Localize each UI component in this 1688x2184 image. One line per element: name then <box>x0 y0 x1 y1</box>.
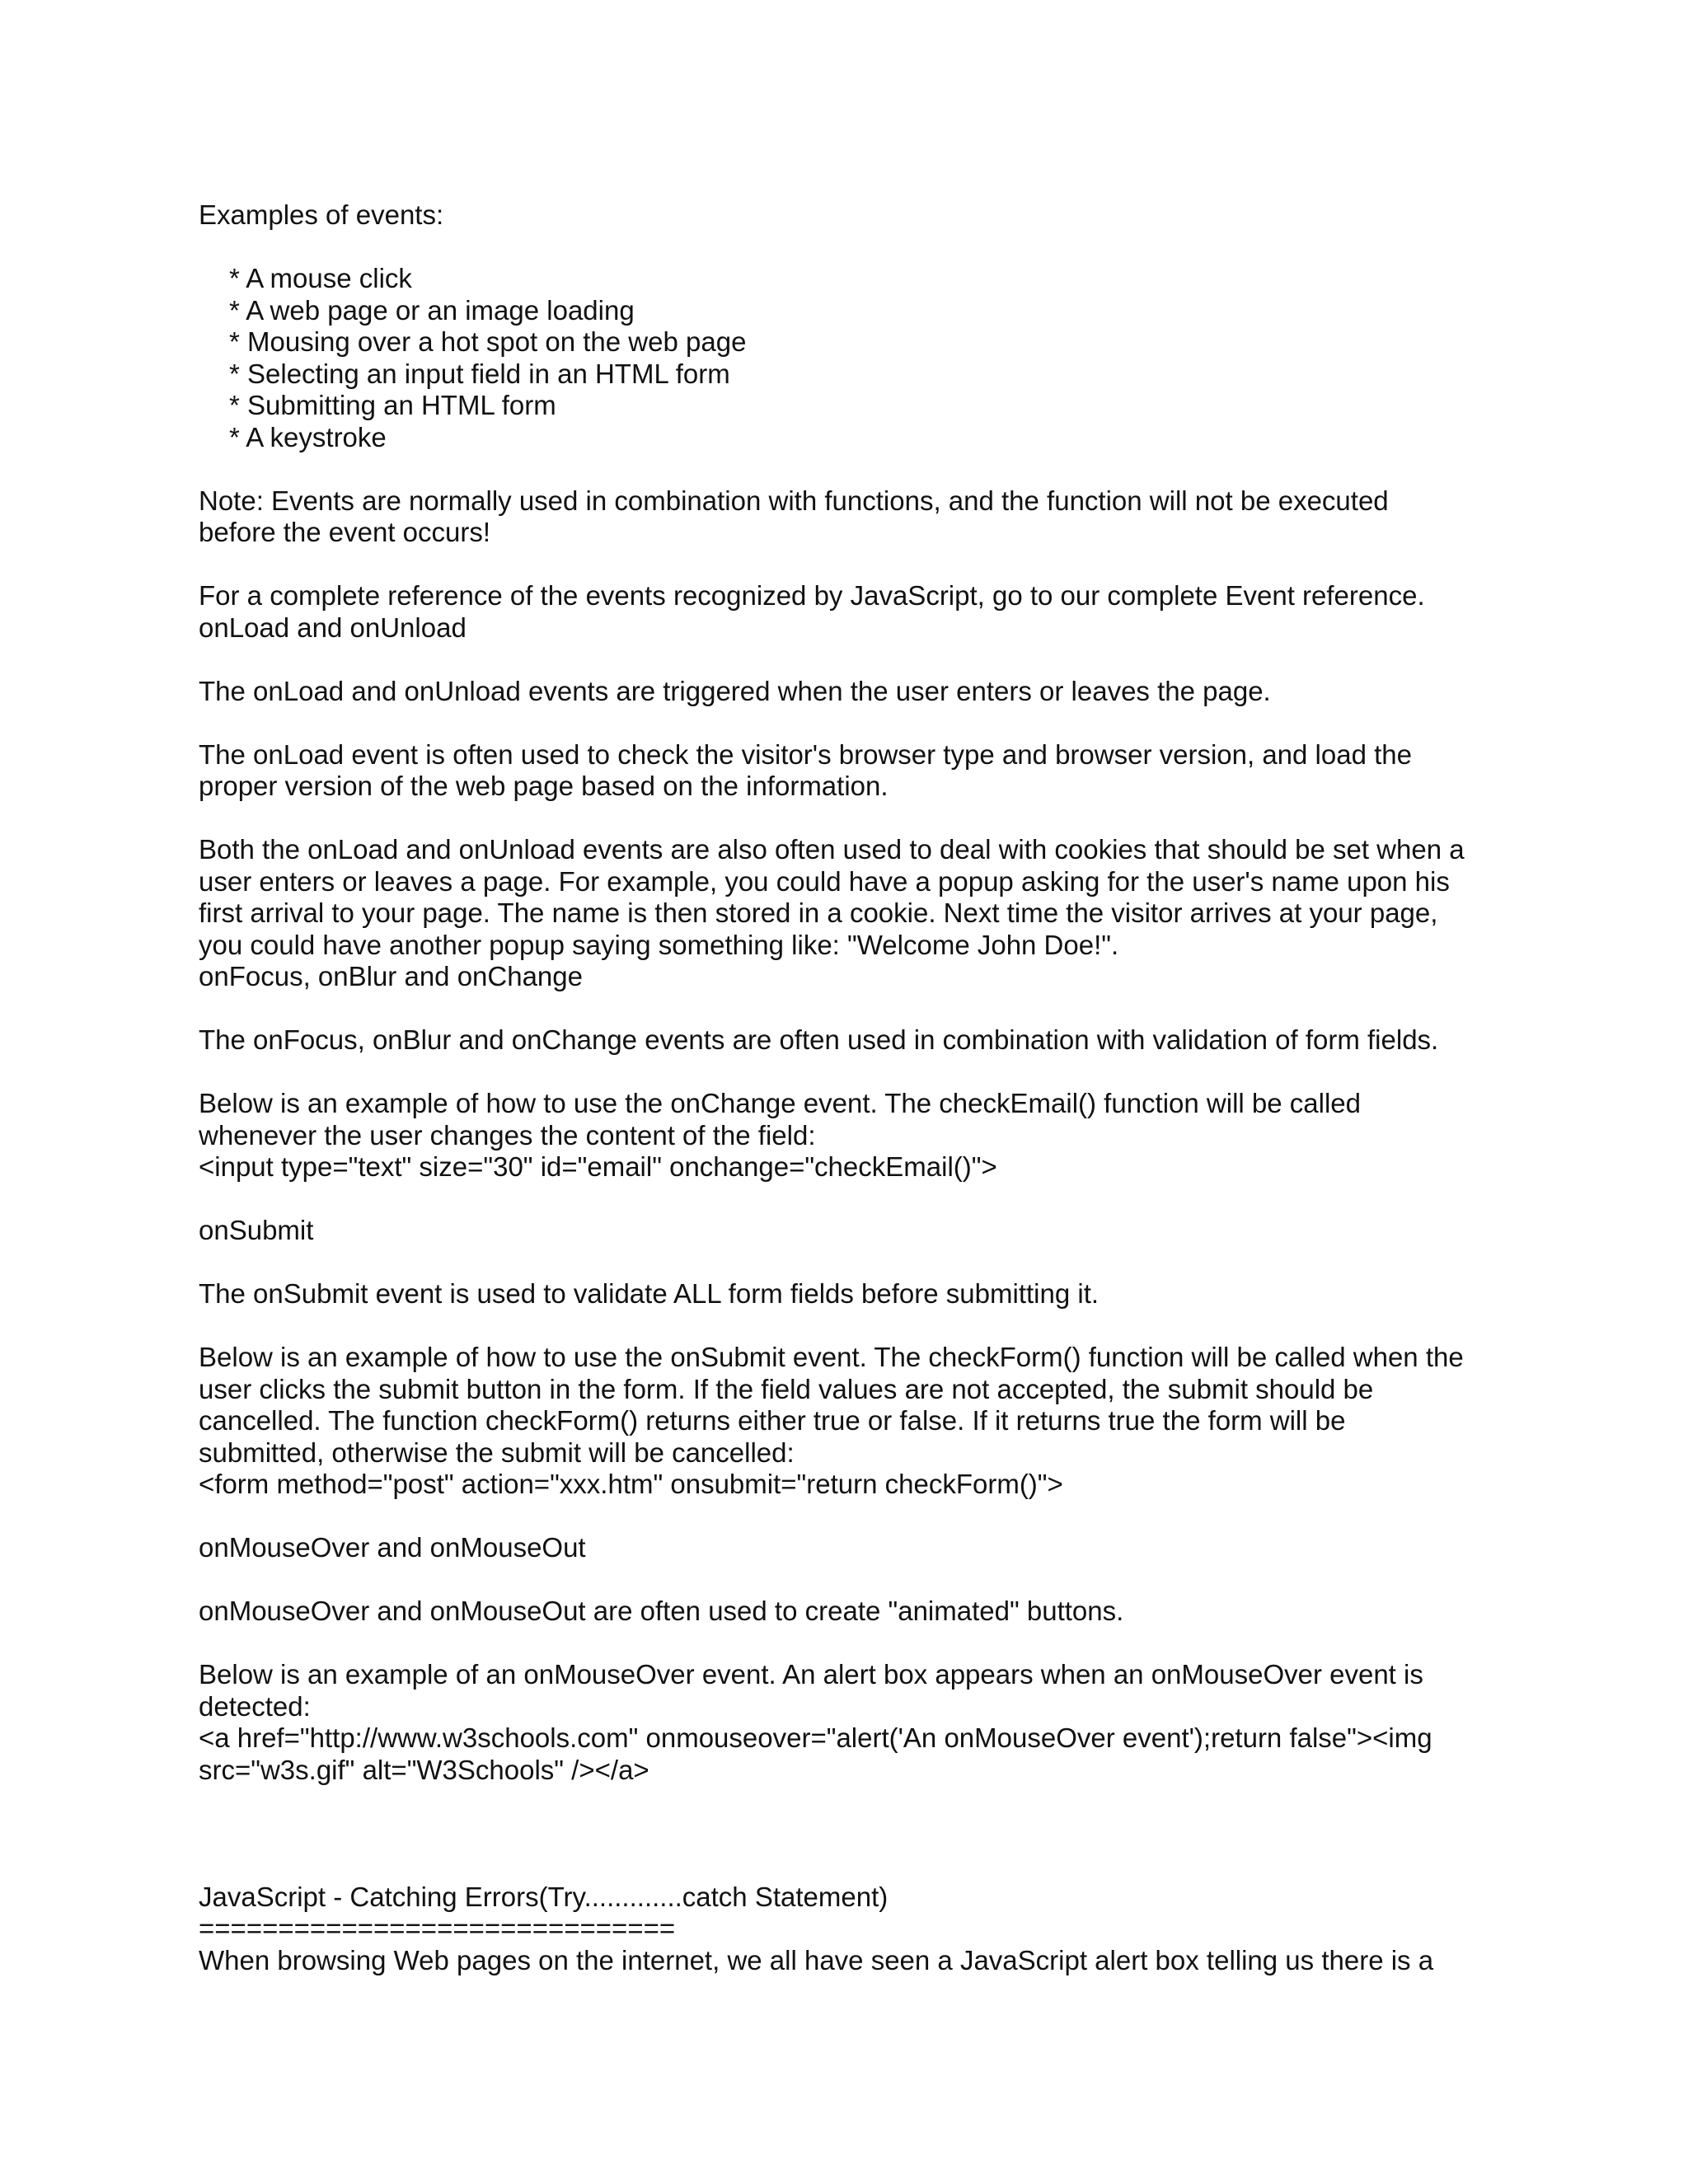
spacer <box>199 1310 1550 1343</box>
spacer <box>199 644 1550 676</box>
section-heading-onfocus: onFocus, onBlur and onChange <box>199 961 583 991</box>
code-line: src="w3s.gif" alt="W3Schools" /></a> <box>199 1754 649 1785</box>
spacer <box>199 993 1550 1025</box>
paragraph-line: Below is an example of how to use the onSubmit event. The checkForm() function will be called when the <box>199 1342 1464 1372</box>
paragraph-line: detected: <box>199 1690 311 1722</box>
list-item: * Submitting an HTML form <box>229 390 556 420</box>
paragraph-line: first arrival to your page. The name is then stored in a cookie. Next time the visitor arrives at your page, <box>199 898 1438 928</box>
list-item: * Mousing over a hot spot on the web page <box>229 326 747 357</box>
spacer <box>199 1183 1550 1216</box>
spacer <box>199 707 1550 739</box>
section-heading-onload: onLoad and onUnload <box>199 612 467 643</box>
paragraph-line: submitted, otherwise the submit will be cancelled: <box>199 1436 795 1468</box>
spacer <box>199 232 1550 264</box>
events-heading: Examples of events: <box>199 199 444 230</box>
spacer <box>199 1501 1550 1533</box>
paragraph: The onLoad and onUnload events are triggered when the user enters or leaves the page. <box>199 675 1271 706</box>
document-page <box>199 199 1550 1976</box>
reference-paragraph: For a complete reference of the events recognized by JavaScript, go to our complete Event reference. <box>199 580 1425 611</box>
paragraph-line: proper version of the web page based on the information. <box>199 771 889 801</box>
paragraph-line: user clicks the submit button in the form. If the field values are not accepted, the submit should be <box>199 1373 1374 1404</box>
paragraph-line: user enters or leaves a page. For example, you could have a popup asking for the user's name upon his <box>199 865 1450 897</box>
paragraph: The onSubmit event is used to validate ALL form fields before submitting it. <box>199 1278 1100 1309</box>
list-item: * A mouse click <box>229 263 412 293</box>
paragraph: onMouseOver and onMouseOut are often used to create "animated" buttons. <box>199 1596 1124 1626</box>
section-heading-onmouseover: onMouseOver and onMouseOut <box>199 1532 586 1563</box>
paragraph-line: Both the onLoad and onUnload events are also often used to deal with cookies that should be set when a <box>199 834 1465 865</box>
paragraph-line: When browsing Web pages on the internet, we all have seen a JavaScript alert box telling us there is a <box>199 1944 1434 1975</box>
code-line: <input type="text" size="30" id="email" onchange="checkEmail()"> <box>199 1151 997 1182</box>
paragraph-line: whenever the user changes the content of the field: <box>199 1119 816 1151</box>
spacer <box>199 1247 1550 1279</box>
spacer <box>199 549 1550 581</box>
paragraph-line: you could have another popup saying something like: "Welcome John Doe!". <box>199 929 1119 960</box>
section-heading-errors: JavaScript - Catching Errors(Try.............catch Statement) <box>199 1881 889 1912</box>
heading-rule: ============================== <box>199 1913 676 1943</box>
list-item: * A keystroke <box>229 421 387 452</box>
list-item: * Selecting an input field in an HTML form <box>229 358 730 389</box>
spacer <box>199 803 1550 835</box>
paragraph-line: Below is an example of an onMouseOver event. An alert box appears when an onMouseOver event is <box>199 1659 1423 1690</box>
paragraph-line: Below is an example of how to use the onChange event. The checkEmail() function will be called <box>199 1088 1362 1118</box>
code-line: <a href="http://www.w3schools.com" onmouseover="alert('An onMouseOver event');return false"><img <box>199 1722 1432 1753</box>
section-heading-onsubmit: onSubmit <box>199 1215 314 1245</box>
note-line: Note: Events are normally used in combination with functions, and the function will not be executed <box>199 485 1389 516</box>
spacer <box>199 1564 1550 1596</box>
note-line: before the event occurs! <box>199 517 491 547</box>
spacer <box>199 1786 1550 1882</box>
spacer <box>199 453 1550 485</box>
list-item: * A web page or an image loading <box>229 294 635 326</box>
paragraph-line: The onLoad event is often used to check the visitor's browser type and browser version, and load the <box>199 738 1412 770</box>
code-line: <form method="post" action="xxx.htm" onsubmit="return checkForm()"> <box>199 1469 1063 1499</box>
spacer <box>199 1628 1550 1660</box>
events-list <box>199 263 1550 453</box>
paragraph-line: cancelled. The function checkForm() returns either true or false. If it returns true the form will be <box>199 1405 1346 1436</box>
spacer <box>199 1057 1550 1089</box>
paragraph: The onFocus, onBlur and onChange events are often used in combination with validation of form fields. <box>199 1024 1439 1055</box>
